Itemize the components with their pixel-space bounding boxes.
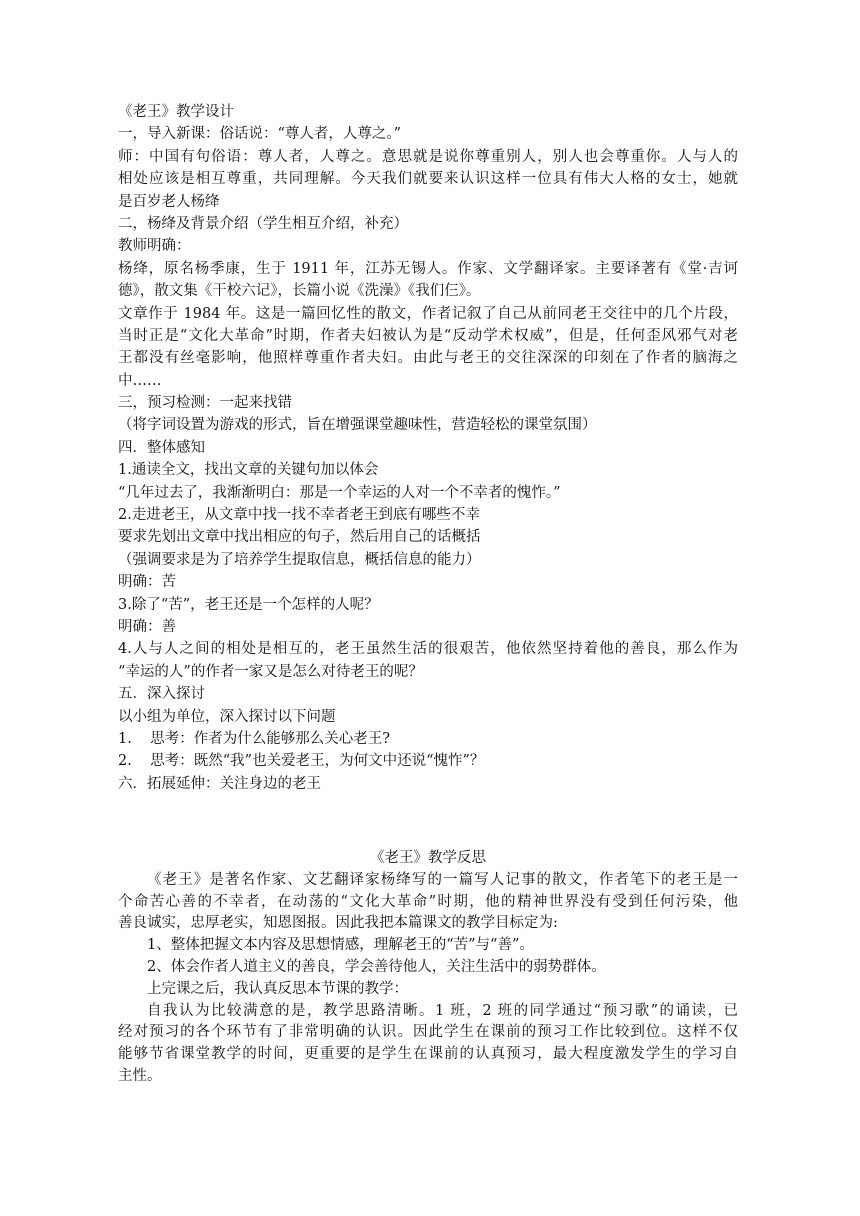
design-line: 1. 思考：作者为什么能够那么关心老王? — [118, 730, 391, 747]
design-line: 当时正是“文化大革命”时期，作者夫妇被认为是“反动学术权威”，但是，任何歪风邪气对老 — [118, 327, 738, 344]
design-line: 王都没有丝毫影响，他照样尊重作者夫妇。由此与老王的交往深深的印刻在了作者的脑海之 — [118, 350, 738, 367]
design-line: 三，预习检测：一起来找错 — [118, 395, 292, 412]
design-line: 2.走进老王，从文章中找一找不幸者老王到底有哪些不幸 — [118, 507, 480, 524]
design-line: 是百岁老人杨绛 — [118, 193, 220, 210]
design-line: 2. 思考：既然“我”也关爱老王，为何文中还说“愧怍”？ — [118, 753, 485, 770]
reflection-line: 上完课之后，我认真反思本节课的教学： — [147, 980, 408, 997]
design-line: 师：中国有句俗语：尊人者，人尊之。意思就是说你尊重别人，别人也会尊重你。人与人的 — [118, 148, 738, 165]
design-line: “几年过去了，我渐渐明白：那是一个幸运的人对一个不幸者的愧怍。” — [118, 484, 561, 501]
design-line: 教师明确： — [118, 238, 191, 255]
design-line: 明确：苦 — [118, 574, 176, 591]
reflection-line: 2、体会作者人道主义的善良，学会善待他人，关注生活中的弱势群体。 — [147, 958, 606, 975]
design-line: 中…… — [118, 372, 162, 389]
design-line: （将字词设置为游戏的形式，旨在增强课堂趣味性，营造轻松的课堂氛围） — [118, 417, 597, 434]
reflection-line: 1、整体把握文本内容及思想情感，理解老王的“苦”与“善”。 — [147, 937, 534, 954]
design-line: 相处应该是相互尊重，共同理解。今天我们就要来认识这样一位具有伟大人格的女士，她就 — [118, 171, 738, 188]
design-line: 文章作于 1984 年。这是一篇回忆性的散文，作者记叙了自己从前同老王交往中的几个片段， — [118, 305, 738, 322]
design-line: 1.通读全文，找出文章的关键句加以体会 — [118, 462, 379, 479]
design-line: 六．拓展延伸：关注身边的老王 — [118, 775, 321, 792]
design-line: 杨绛，原名杨季康，生于 1911 年，江苏无锡人。作家、文学翻译家。主要译著有《堂·吉诃 — [118, 260, 738, 277]
design-line: 4.人与人之间的相处是相互的，老王虽然生活的很艰苦，他依然坚持着他的善良，那么作为 — [118, 641, 738, 658]
design-line: “幸运的人”的作者一家又是怎么对待老王的呢？ — [118, 663, 423, 680]
reflection-line: 主性。 — [118, 1067, 162, 1084]
reflection-title: 《老王》教学反思 — [370, 850, 486, 866]
design-line: 五．深入探讨 — [118, 686, 205, 703]
teaching-design-section — [118, 101, 738, 795]
design-line: 以小组为单位，深入探讨以下问题 — [118, 708, 336, 725]
design-line: 要求先划出文章中找出相应的句子，然后用自己的话概括 — [118, 529, 481, 546]
reflection-line: 善良诚实，忠厚老实，知恩图报。因此我把本篇课文的教学目标定为: — [118, 915, 558, 932]
design-line: 3.除了“苦”，老王还是一个怎样的人呢？ — [118, 596, 379, 613]
design-line: （强调要求是为了培养学生提取信息，概括信息的能力） — [118, 551, 481, 568]
design-line: 明确：善 — [118, 618, 176, 635]
design-line: 四．整体感知 — [118, 439, 205, 456]
reflection-line: 个命苦心善的不幸者，在动荡的“文化大革命”时期，他的精神世界没有受到任何污染，他 — [118, 893, 738, 910]
reflection-line: 经对预习的各个环节有了非常明确的认识。因此学生在课前的预习工作比较到位。这样不仅 — [118, 1024, 738, 1041]
design-line: 二，杨绛及背景介绍（学生相互介绍，补充） — [118, 215, 408, 232]
teaching-reflection-section — [118, 848, 738, 1088]
reflection-line: 自我认为比较满意的是，教学思路清晰。1 班，2 班的同学通过“预习歌”的诵读，已 — [147, 1002, 738, 1019]
reflection-line: 《老王》是著名作家、文艺翻译家杨绛写的一篇写人记事的散文，作者笔下的老王是一 — [147, 871, 738, 888]
design-line: 一，导入新课：俗话说：“尊人者，人尊之。” — [118, 126, 402, 143]
design-title: 《老王》教学设计 — [118, 104, 234, 120]
reflection-line: 能够节省课堂教学的时间，更重要的是学生在课前的认真预习，最大程度激发学生的学习自 — [118, 1046, 738, 1063]
design-line: 德》，散文集《干校六记》，长篇小说《洗澡》《我们仨》。 — [118, 283, 481, 300]
